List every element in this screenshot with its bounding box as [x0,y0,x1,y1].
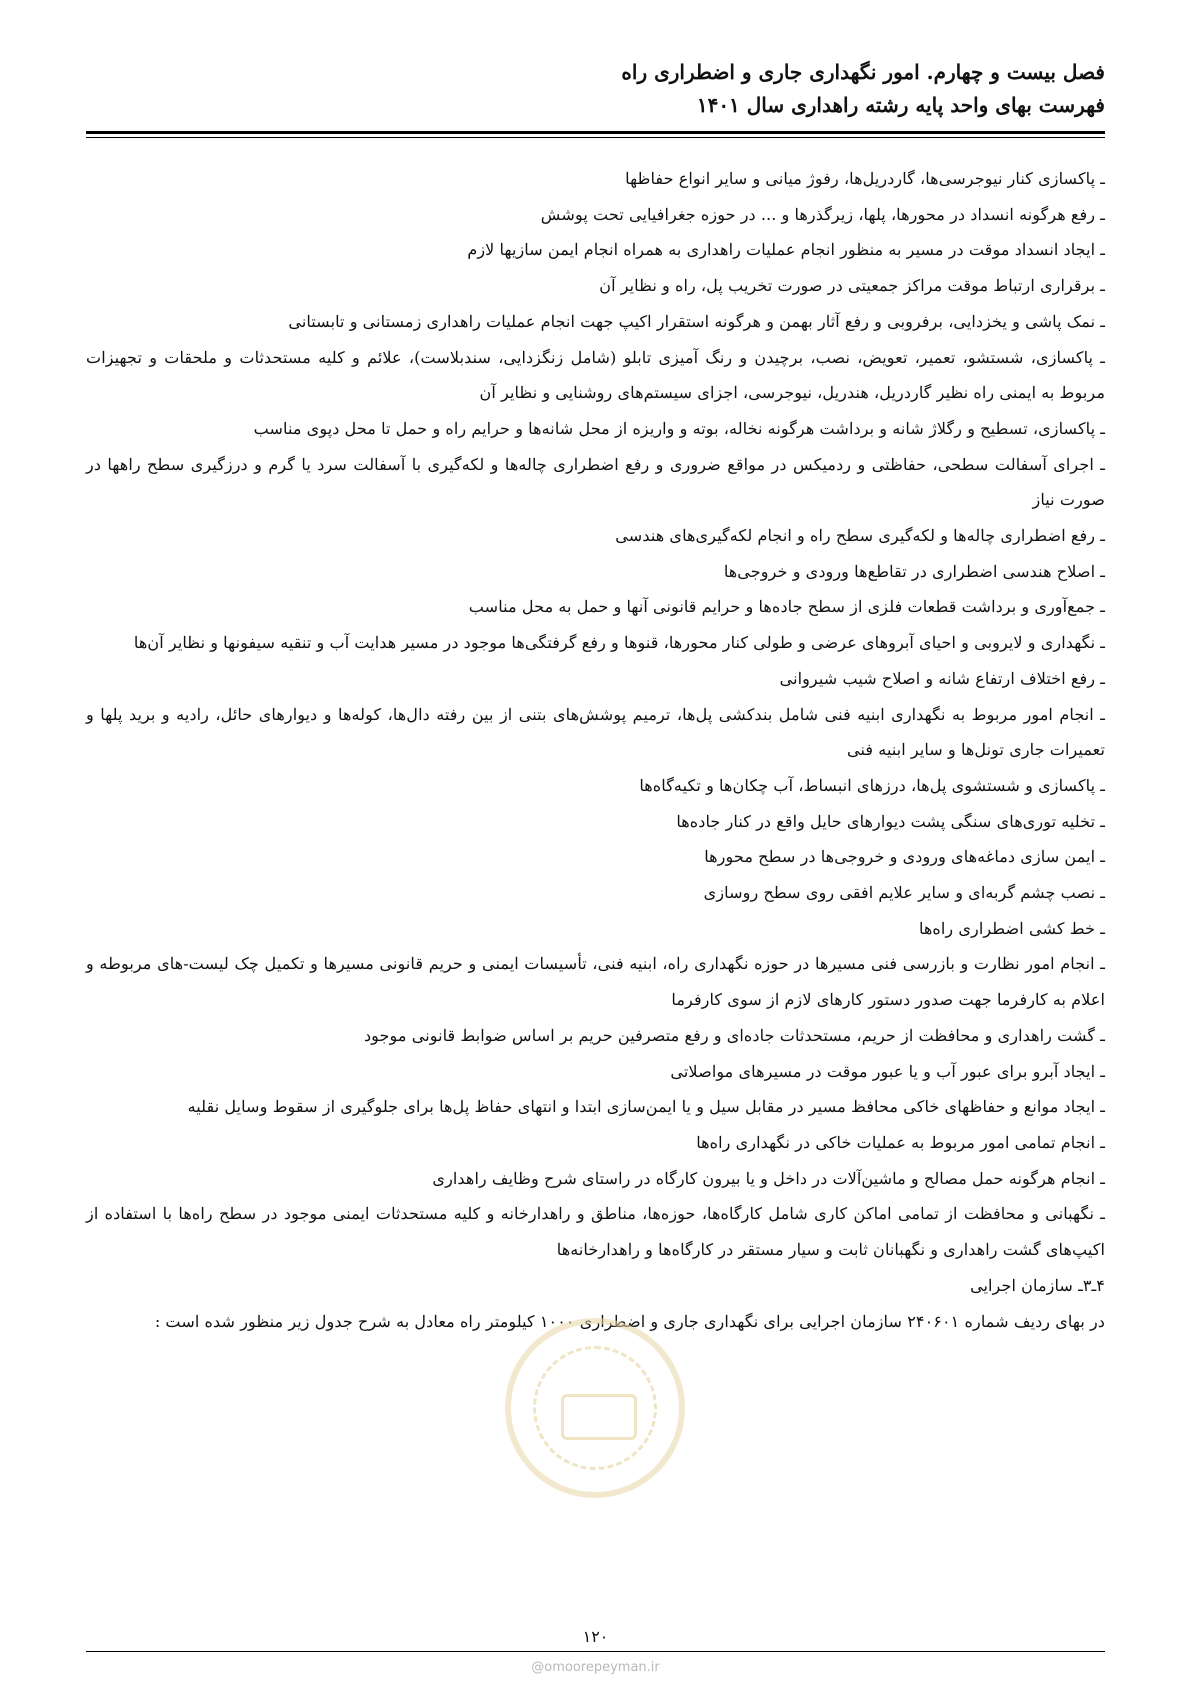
list-item: ـ ایمن سازی دماغه‌های ورودی و خروجی‌ها در سطح محورها [704,847,1105,867]
header-rule-thin [86,137,1105,138]
price-list-title: فهرست بهای واحد پایه رشته راهداری سال ۱۴۰۱ [696,93,1105,117]
list-item: ـ ایجاد موانع و حفاظهای خاکی محافظ مسیر در مقابل سیل و یا ایمن‌سازی ابتدا و انتهای حفاظ پل‌ها برای جلوگیری از سقوط وسایل نقلیه [187,1097,1105,1117]
list-item: ـ پاکسازی، تسطیح و رگلاژ شانه و برداشت هرگونه نخاله، بوته و واریزه از محل شانه‌ها و حرایم راه و حمل تا محل دپوی مناسب [253,418,1105,438]
website-watermark: @omoorepeyman.ir [531,1660,660,1675]
footer-rule [86,1651,1105,1652]
list-item: ـ برقراری ارتباط موقت مراکز جمعیتی در صورت تخریب پل، راه و نظایر آن [599,276,1105,296]
list-item: ـ انجام تمامی امور مربوط به عملیات خاکی در نگهداری راه‌ها [696,1132,1105,1152]
section-paragraph: در بهای ردیف شماره ۲۴۰۶۰۱ سازمان اجرایی برای نگهداری جاری و اضطراری ۱۰۰۰ کیلومتر راه معادل به شرح جدول زیر منظور شده است : [154,1311,1105,1331]
section-heading: ۴ـ۳ـ سازمان اجرایی [970,1275,1105,1295]
seal-core-shape [561,1394,637,1440]
header-rule-thick [86,131,1105,134]
list-item: ـ انجام هرگونه حمل مصالح و ماشین‌آلات در داخل و یا بیرون کارگاه در راستای شرح وظایف راهداری [432,1168,1105,1188]
list-item: ـ جمع‌آوری و برداشت قطعات فلزی از سطح جاده‌ها و حرایم قانونی آنها و حمل به محل مناسب [468,597,1105,617]
list-item: ـ نمک پاشی و یخزدایی، برفروبی و رفع آثار بهمن و هرگونه استقرار اکیپ جهت انجام عملیات راهداری زمستانی و تابستانی [288,311,1105,331]
list-item: ـ انجام امور نظارت و بازرسی فنی مسیرها در حوزه نگهداری راه، ابنیه فنی، تأسیسات ایمنی و حریم قانونی مسیرها و تکمیل چک لیست-های مربوطه و اعلام به کارفرما جهت صدور دستور کارهای لازم از سوی کارفرما [86,954,1105,1010]
page-header [86,56,1105,122]
list-item: ـ رفع اختلاف ارتفاع شانه و اصلاح شیب شیروانی [779,668,1105,688]
list-item: ـ ایجاد آبرو برای عبور آب و یا عبور موقت در مسیرهای مواصلاتی [670,1061,1105,1081]
list-item: ـ ایجاد انسداد موقت در مسیر به منظور انجام عملیات راهداری به همراه انجام ایمن سازیها لازم [467,240,1105,260]
list-item: ـ پاکسازی، شستشو، تعمیر، تعویض، نصب، برچیدن و رنگ آمیزی تابلو (شامل زنگزدایی، سندبلاست)، علائم و کلیه مستحدثات و ملحقات و تجهیزات مربوط به ایمنی راه نظیر گاردریل، هندریل، نیوجرسی، اجزای سیستم‌های روشنایی و نظایر آن [86,347,1105,403]
list-item: ـ انجام امور مربوط به نگهداری ابنیه فنی شامل بندکشی پل‌ها، ترمیم پوشش‌های بتنی از بین رفته دال‌ها، کوله‌ها و دیوارهای حائل، رادیه و برید پلها و تعمیرات جاری تونل‌ها و سایر ابنیه فنی [86,704,1105,760]
list-item: ـ نگهداری و لایروبی و احیای آبروهای عرضی و طولی کنار محورها، قنوها و رفع گرفتگی‌ها موجود در مسیر هدایت آب و تنقیه سیفونها و نظایر آن‌ها [133,633,1105,653]
list-item: ـ گشت راهداری و محافظت از حریم، مستحدثات جاده‌ای و رفع متصرفین حریم بر اساس ضوابط قانونی موجود [363,1025,1105,1045]
list-item: ـ پاکسازی کنار نیوجرسی‌ها، گاردریل‌ها، رفوژ میانی و سایر انواع حفاظها [625,169,1105,188]
chapter-title: فصل بیست و چهارم. امور نگهداری جاری و اضطراری راه [621,60,1105,84]
list-item: ـ نگهبانی و محافظت از تمامی اماکن کاری شامل کارگاه‌ها، حوزه‌ها، مناطق و راهدارخانه و کلیه مستحدثات ایمنی موجود در سطح راه‌ها با استفاده از اکیپ‌های گشت راهداری و نگهبانان ثابت و سیار مستقر در کارگاه‌ها و راهدارخانه‌ها [86,1204,1105,1260]
list-item: ـ اجرای آسفالت سطحی، حفاظتی و ردمیکس در مواقع ضروری و رفع اضطراری چاله‌ها و لکه‌گیری با آسفالت سرد یا گرم و درزگیری سطح راهها در صورت نیاز [86,454,1105,510]
list-item: ـ پاکسازی و شستشوی پل‌ها، درزهای انبساط، آب چکان‌ها و تکیه‌گاه‌ها [639,775,1105,795]
list-item: ـ رفع اضطراری چاله‌ها و لکه‌گیری سطح راه و انجام لکه‌گیری‌های هندسی [615,526,1105,546]
list-item: ـ رفع هرگونه انسداد در محورها، پلها، زیرگذرها و ... در حوزه جغرافیایی تحت پوشش [540,204,1105,224]
document-body [86,161,1105,1339]
list-item: ـ نصب چشم گربه‌ای و سایر علایم افقی روی سطح روسازی [703,883,1105,903]
page-number: ۱۲۰ [582,1627,609,1646]
list-item: ـ خط کشی اضطراری راه‌ها [918,918,1105,938]
list-item: ـ اصلاح هندسی اضطراری در تقاطع‌ها ورودی و خروجی‌ها [723,561,1105,581]
list-item: ـ تخلیه توری‌های سنگی پشت دیوارهای حایل واقع در کنار جاده‌ها [676,811,1105,831]
omoore-peyman-seal-icon [505,1318,685,1498]
